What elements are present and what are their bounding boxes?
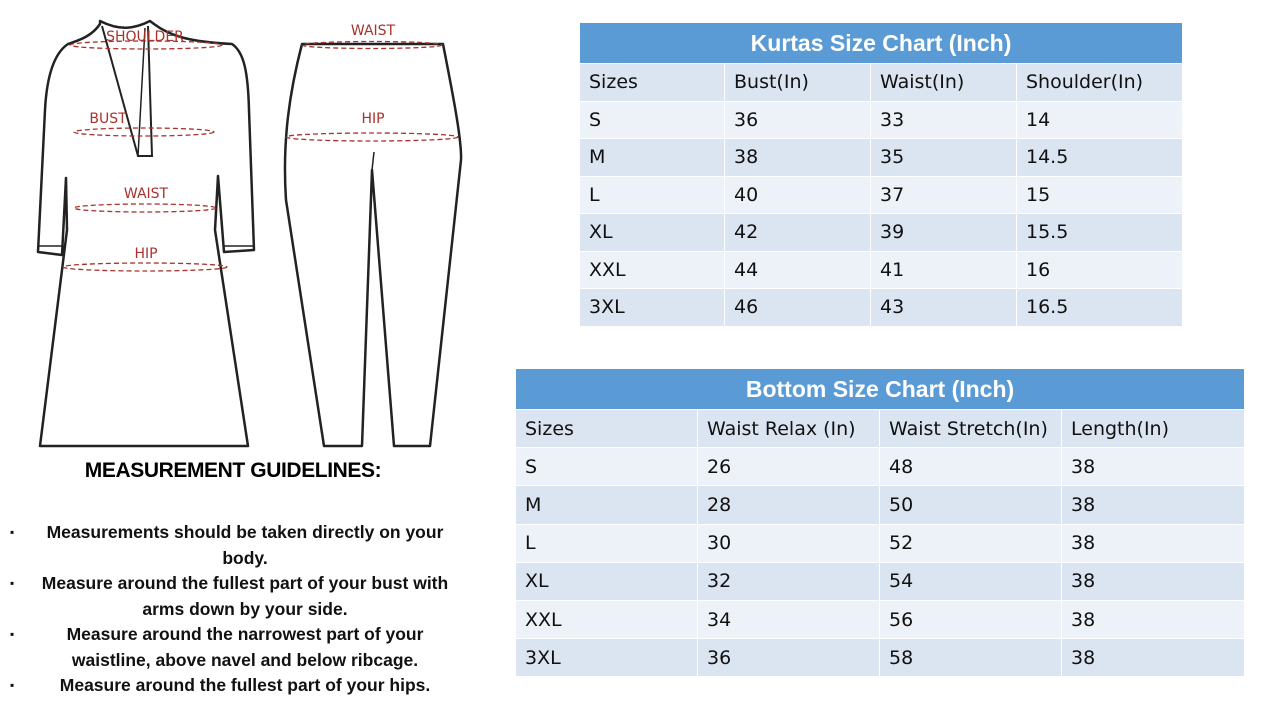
pants-illustration (285, 23, 461, 446)
kurta-illustration (38, 21, 254, 446)
garment-illustrations (0, 0, 480, 455)
kurtas-cell: 3XL (580, 289, 725, 327)
kurtas-size-chart (579, 22, 1183, 327)
guidelines-title: MEASUREMENT GUIDELINES: (84, 459, 382, 482)
bullet-icon: ▪ (10, 576, 15, 590)
bottom-cell: 26 (698, 448, 880, 486)
guideline-item (10, 622, 470, 673)
kurtas-cell: 36 (725, 101, 871, 139)
bottom-cell: S (516, 448, 698, 486)
guideline-text: Measurements should be taken directly on your body. (46, 522, 444, 568)
kurtas-cell: Sizes (580, 64, 725, 102)
kurtas-cell: Shoulder(In) (1017, 64, 1183, 102)
guidelines-list (10, 520, 470, 699)
bullet-icon: ▪ (10, 678, 15, 692)
bottom-cell: XXL (516, 600, 698, 638)
bottom-cell: Length(In) (1062, 410, 1245, 448)
kurtas-cell: 44 (725, 251, 871, 289)
bottom-cell: 52 (880, 524, 1062, 562)
kurtas-cell: 33 (871, 101, 1017, 139)
bottom-cell: 48 (880, 448, 1062, 486)
bottom-cell: 54 (880, 562, 1062, 600)
bottom-cell: 38 (1062, 524, 1245, 562)
bottom-cell: 30 (698, 524, 880, 562)
shoulder-label: SHOULDER (106, 29, 184, 45)
kurta-hip-label: HIP (134, 246, 158, 262)
kurtas-row (580, 139, 1183, 177)
bottom-cell: 28 (698, 486, 880, 524)
bottom-cell: 32 (698, 562, 880, 600)
bottom-row (516, 448, 1245, 486)
kurtas-cell: 16.5 (1017, 289, 1183, 327)
kurtas-cell: Waist(In) (871, 64, 1017, 102)
bottom-chart-title: Bottom Size Chart (Inch) (516, 369, 1245, 410)
bottom-cell: XL (516, 562, 698, 600)
bottom-cell: 38 (1062, 486, 1245, 524)
guideline-item (10, 520, 470, 571)
kurtas-cell: 46 (725, 289, 871, 327)
bottom-size-chart (515, 368, 1245, 677)
kurtas-cell: 37 (871, 176, 1017, 214)
kurtas-cell: S (580, 101, 725, 139)
kurtas-cell: 42 (725, 214, 871, 252)
kurtas-cell: 14.5 (1017, 139, 1183, 177)
kurtas-row (580, 251, 1183, 289)
kurtas-cell: 15 (1017, 176, 1183, 214)
bottom-cell: 38 (1062, 639, 1245, 677)
bottom-cell: 56 (880, 600, 1062, 638)
bottom-cell: 34 (698, 600, 880, 638)
bottom-cell: 38 (1062, 448, 1245, 486)
kurtas-cell: 41 (871, 251, 1017, 289)
pants-waist-label: WAIST (350, 23, 396, 39)
guideline-text: Measure around the fullest part of your hips. (59, 675, 431, 695)
kurtas-cell: 43 (871, 289, 1017, 327)
bullet-icon: ▪ (10, 627, 15, 641)
kurtas-cell: XXL (580, 251, 725, 289)
pants-hip-label: HIP (361, 111, 385, 127)
bullet-icon: ▪ (10, 525, 15, 539)
kurtas-row (580, 176, 1183, 214)
kurtas-row (580, 214, 1183, 252)
bottom-cell: M (516, 486, 698, 524)
bottom-cell: 36 (698, 639, 880, 677)
kurtas-row (580, 289, 1183, 327)
bottom-cell: Sizes (516, 410, 698, 448)
kurtas-header-row (580, 64, 1183, 102)
guideline-item (10, 571, 470, 622)
bottom-cell: Waist Relax (In) (698, 410, 880, 448)
bottom-cell: 50 (880, 486, 1062, 524)
kurtas-cell: 15.5 (1017, 214, 1183, 252)
bottom-cell: L (516, 524, 698, 562)
kurtas-cell: 16 (1017, 251, 1183, 289)
kurtas-chart-title: Kurtas Size Chart (Inch) (580, 23, 1183, 64)
bottom-cell: 38 (1062, 562, 1245, 600)
kurtas-cell: 14 (1017, 101, 1183, 139)
kurtas-cell: 38 (725, 139, 871, 177)
kurtas-cell: L (580, 176, 725, 214)
kurtas-row (580, 101, 1183, 139)
bottom-row (516, 562, 1245, 600)
kurtas-cell: XL (580, 214, 725, 252)
kurtas-cell: Bust(In) (725, 64, 871, 102)
guideline-text: Measure around the fullest part of your bust with arms down by your side. (41, 573, 449, 619)
kurta-waist-label: WAIST (123, 186, 169, 202)
kurtas-cell: 39 (871, 214, 1017, 252)
guideline-text: Measure around the narrowest part of your waistline, above navel and below ribcage. (66, 624, 424, 670)
kurtas-cell: M (580, 139, 725, 177)
bottom-cell: 3XL (516, 639, 698, 677)
kurtas-cell: 40 (725, 176, 871, 214)
guideline-item (10, 673, 470, 699)
bottom-cell: 38 (1062, 600, 1245, 638)
bust-label: BUST (89, 111, 127, 127)
bottom-header-row (516, 410, 1245, 448)
bottom-cell: Waist Stretch(In) (880, 410, 1062, 448)
bottom-cell: 58 (880, 639, 1062, 677)
bottom-row (516, 524, 1245, 562)
kurtas-cell: 35 (871, 139, 1017, 177)
bottom-row (516, 639, 1245, 677)
bottom-row (516, 486, 1245, 524)
bottom-row (516, 600, 1245, 638)
